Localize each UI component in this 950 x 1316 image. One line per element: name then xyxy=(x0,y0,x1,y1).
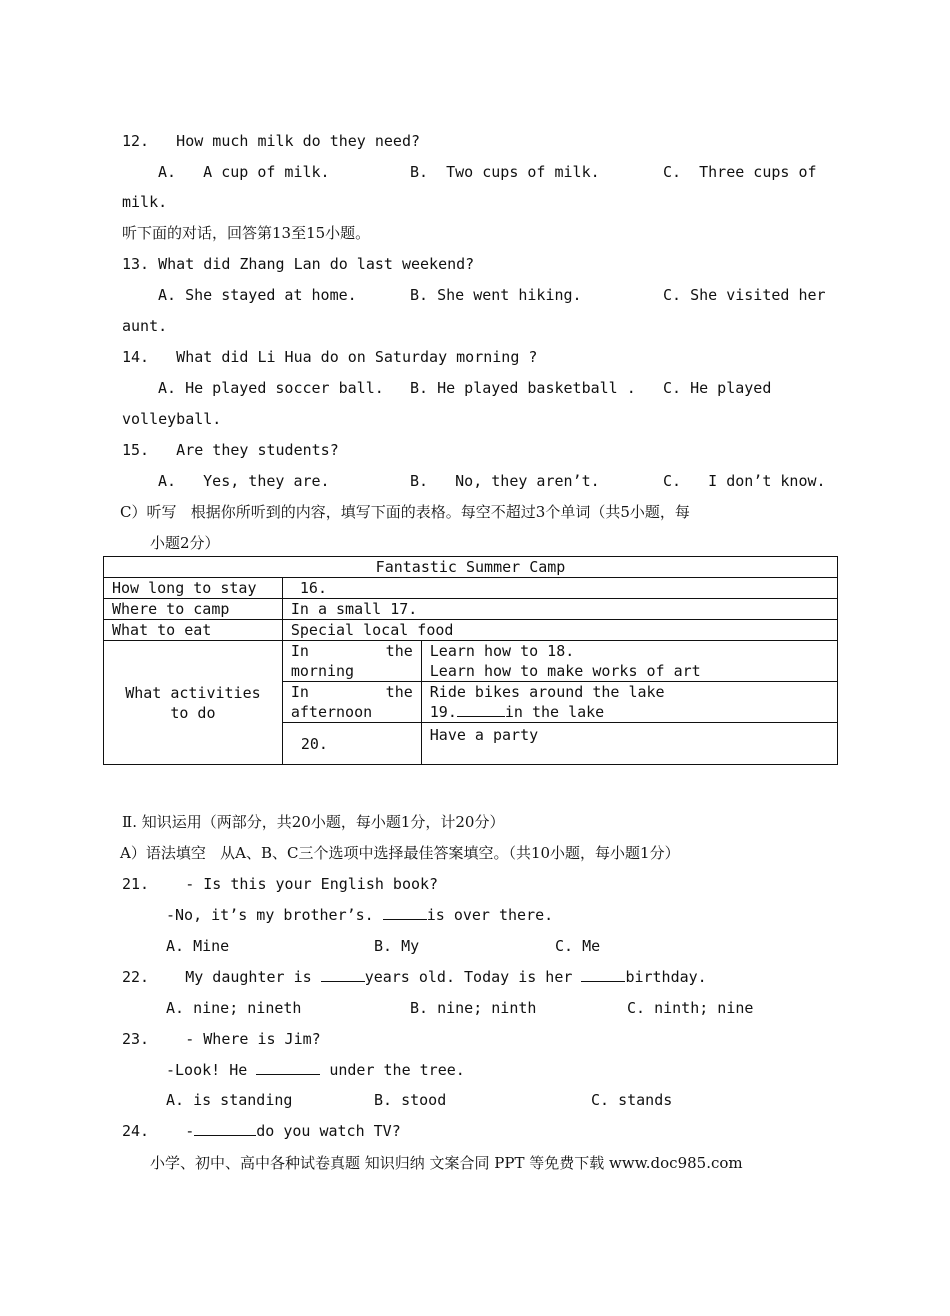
where-label: Where to camp xyxy=(104,599,283,620)
q14-option-c: C. He played xyxy=(663,379,772,397)
evening-activity xyxy=(421,723,837,765)
q13-option-c: C. She visited her xyxy=(663,286,826,304)
q21-reply-prefix: -No, it’s my brother’s. xyxy=(166,906,374,924)
activities-label: What activities to do xyxy=(104,641,283,765)
section-c-instructions: C）听写 根据你所听到的内容，填写下面的表格。每空不超过3个单词（共5小题，每 xyxy=(120,503,690,521)
afternoon-activity-2 xyxy=(430,702,829,722)
eat-value: Special local food xyxy=(282,620,837,641)
q24-stem-prefix: 24. - xyxy=(122,1122,195,1140)
q12-option-b: B. Two cups of milk. xyxy=(410,163,600,181)
q21-stem: 21. - Is this your English book? xyxy=(122,875,439,893)
q21-blank[interactable] xyxy=(383,905,427,920)
morning-label xyxy=(282,641,421,682)
table-title-row xyxy=(104,557,838,578)
morning-label-text: In the morning xyxy=(290,642,413,680)
q21-option-b: B. My xyxy=(374,937,420,955)
table-row xyxy=(104,620,838,641)
table-row xyxy=(104,641,838,682)
q22-option-a: A. nine; nineth xyxy=(166,999,302,1017)
morning-activities xyxy=(421,641,837,682)
q23-option-a: A. is standing xyxy=(166,1091,293,1109)
q21-reply xyxy=(166,905,553,925)
q22-blank-1[interactable] xyxy=(321,967,365,982)
afternoon-activity-1: Ride bikes around the lake xyxy=(429,683,665,701)
morning-activity-1: Learn how to 18. xyxy=(429,642,575,660)
q23-reply-prefix: -Look! He xyxy=(166,1061,248,1079)
q23-reply-suffix: under the tree. xyxy=(329,1061,465,1079)
q14-option-b: B. He played basketball . xyxy=(410,379,636,397)
table-title: Fantastic Summer Camp xyxy=(104,557,838,578)
q13-option-b: B. She went hiking. xyxy=(410,286,582,304)
afternoon-label xyxy=(282,682,421,723)
blank-19-number: 19. xyxy=(429,703,457,721)
q24-stem xyxy=(122,1121,401,1141)
afternoon-label-text: In the afternoon xyxy=(290,683,413,721)
evening-activity-1: Have a party xyxy=(429,726,539,744)
q15-stem: 15. Are they students? xyxy=(122,441,339,459)
q14-option-c-wrap: volleyball. xyxy=(122,410,222,428)
section-a-instructions: A）语法填空 从A、B、C三个选项中选择最佳答案填空。（共10小题，每小题1分） xyxy=(120,844,680,862)
stay-value: 16. xyxy=(282,578,837,599)
section-c-instructions-wrap: 小题2分） xyxy=(150,534,220,552)
q15-option-a: A. Yes, they are. xyxy=(158,472,330,490)
q13-option-c-wrap: aunt. xyxy=(122,317,168,335)
morning-activity-2: Learn how to make works of art xyxy=(429,662,701,680)
footer-watermark: 小学、初中、高中各种试卷真题 知识归纳 文案合同 PPT 等免费下载 www.doc985.com xyxy=(150,1154,743,1172)
q23-option-b: B. stood xyxy=(374,1091,447,1109)
q23-option-c: C. stands xyxy=(591,1091,673,1109)
q14-option-a: A. He played soccer ball. xyxy=(158,379,384,397)
q24-stem-suffix: do you watch TV? xyxy=(256,1122,401,1140)
section-ii-heading: Ⅱ. 知识运用（两部分，共20小题，每小题1分，计20分） xyxy=(122,813,505,831)
q23-blank[interactable] xyxy=(256,1060,320,1075)
dialog-intro: 听下面的对话，回答第13至15小题。 xyxy=(122,224,371,242)
q12-option-c: C. Three cups of xyxy=(663,163,817,181)
q22-stem-part-2: years old. Today is her xyxy=(364,968,573,986)
q12-option-a: A. A cup of milk. xyxy=(158,163,330,181)
q15-option-b: B. No, they aren’t. xyxy=(410,472,600,490)
summer-camp-table xyxy=(103,556,838,765)
q22-stem-part-1: 22. My daughter is xyxy=(122,968,312,986)
stay-label: How long to stay xyxy=(104,578,283,599)
q12-option-c-wrap: milk. xyxy=(122,193,168,211)
q13-stem: 13. What did Zhang Lan do last weekend? xyxy=(122,255,475,273)
q23-stem: 23. - Where is Jim? xyxy=(122,1030,321,1048)
q21-reply-suffix: is over there. xyxy=(426,906,554,924)
afternoon-activity-2-text: in the lake xyxy=(504,703,605,721)
table-row xyxy=(104,599,838,620)
blank-19[interactable] xyxy=(457,702,505,717)
q21-option-a: A. Mine xyxy=(166,937,230,955)
q22-stem-part-3: birthday. xyxy=(625,968,707,986)
q22-option-c: C. ninth; nine xyxy=(627,999,754,1017)
evening-label: 20. xyxy=(282,723,421,765)
q15-option-c: C. I don’t know. xyxy=(663,472,826,490)
q22-blank-2[interactable] xyxy=(581,967,625,982)
q22-stem xyxy=(122,967,707,987)
q21-option-c: C. Me xyxy=(555,937,601,955)
q24-blank[interactable] xyxy=(194,1121,256,1136)
q14-stem: 14. What did Li Hua do on Saturday morning ? xyxy=(122,348,538,366)
q12-stem: 12. How much milk do they need? xyxy=(122,132,421,150)
q23-reply xyxy=(166,1060,465,1080)
q13-option-a: A. She stayed at home. xyxy=(158,286,357,304)
eat-label: What to eat xyxy=(104,620,283,641)
q22-option-b: B. nine; ninth xyxy=(410,999,537,1017)
table-row xyxy=(104,578,838,599)
afternoon-activities xyxy=(421,682,837,723)
where-value: In a small 17. xyxy=(282,599,837,620)
